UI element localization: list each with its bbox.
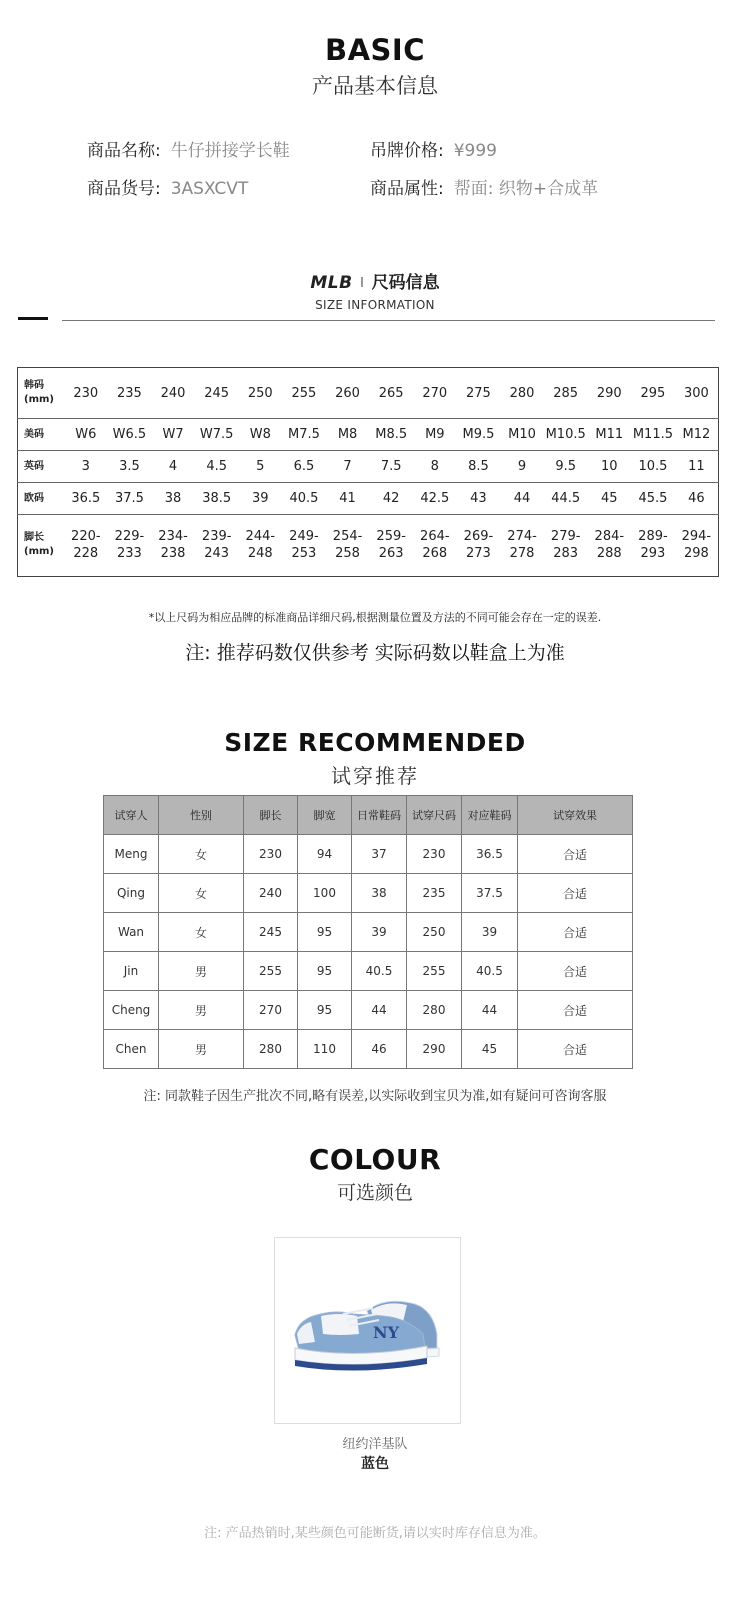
- recommend-cell: Jin: [104, 952, 159, 991]
- recommend-cell: 94: [298, 835, 352, 874]
- recommend-header-cell: 试穿尺码: [407, 796, 462, 835]
- colour-title: COLOUR: [308, 1143, 442, 1176]
- size-cell: 260: [335, 385, 360, 401]
- recommend-cell: 100: [298, 874, 352, 913]
- recommend-cell: 40.5: [462, 952, 518, 991]
- price-label: 吊牌价格:: [370, 141, 444, 161]
- recommend-table: [103, 795, 633, 1069]
- recommend-cell: 合适: [518, 1030, 633, 1069]
- sku-label: 商品货号:: [87, 179, 161, 199]
- size-cell: 254- 258: [332, 529, 363, 562]
- size-cell: 274- 278: [507, 529, 537, 562]
- recommend-header-cell: 脚宽: [298, 796, 352, 835]
- colour-subtitle: 可选颜色: [336, 1182, 413, 1204]
- size-cell: 270: [422, 385, 448, 401]
- size-cell: 229- 233: [114, 529, 145, 562]
- recommend-title: SIZE RECOMMENDED: [224, 728, 526, 757]
- size-cell: 235: [117, 385, 142, 401]
- recommend-row: [104, 1030, 633, 1069]
- recommend-cell: 女: [159, 835, 244, 874]
- size-cell: W6: [75, 427, 97, 443]
- size-cell: 9.5: [555, 459, 577, 475]
- recommend-cell: 235: [407, 874, 462, 913]
- size-cell: 259- 263: [376, 529, 406, 562]
- recommend-cell: 280: [244, 1030, 298, 1069]
- recommend-cell: 110: [298, 1030, 352, 1069]
- size-cell: 290: [596, 385, 622, 401]
- recommend-cell: 男: [159, 1030, 244, 1069]
- recommend-row: [104, 991, 633, 1030]
- recommend-cell: 230: [244, 835, 298, 874]
- size-cell: 5: [256, 459, 265, 475]
- recommend-row: [104, 874, 633, 913]
- recommend-cell: 255: [244, 952, 298, 991]
- recommend-cell: 合适: [518, 835, 633, 874]
- size-row: [18, 368, 719, 419]
- recommend-cell: 合适: [518, 913, 633, 952]
- size-cell: 4.5: [206, 459, 228, 475]
- size-cell: 284- 288: [594, 529, 625, 562]
- size-cell: 38.5: [202, 491, 232, 507]
- size-cell: 8: [430, 459, 439, 475]
- recommend-cell: 女: [159, 874, 244, 913]
- recommend-note: 注: 同款鞋子因生产批次不同,略有误差,以实际收到宝贝为准,如有疑问可咨询客服: [143, 1089, 607, 1104]
- size-cell: W8: [249, 427, 271, 443]
- size-row-label: 美码: [24, 428, 44, 440]
- size-info-subtitle: SIZE INFORMATION: [315, 298, 435, 312]
- recommend-cell: Qing: [104, 874, 159, 913]
- size-cell: 36.5: [71, 491, 101, 507]
- recommend-cell: 39: [352, 913, 407, 952]
- size-cell: 40.5: [289, 491, 319, 507]
- size-cell: 230: [73, 385, 99, 401]
- footer-note: 注: 产品热销时,某些颜色可能断货,请以实时库存信息为准。: [204, 1526, 546, 1541]
- size-tip: 注: 推荐码数仅供参考 实际码数以鞋盒上为准: [185, 642, 565, 664]
- size-cell: M11.5: [632, 427, 674, 443]
- recommend-cell: 合适: [518, 952, 633, 991]
- size-cell: 42: [382, 491, 400, 507]
- size-cell: 37.5: [114, 491, 144, 507]
- size-chart-table: [17, 367, 719, 577]
- size-cell: M7.5: [287, 427, 320, 443]
- size-cell: 11: [688, 459, 705, 475]
- recommend-cell: 270: [244, 991, 298, 1030]
- recommend-header-cell: 试穿人: [104, 796, 159, 835]
- recommend-subtitle: 试穿推荐: [331, 764, 419, 788]
- size-cell: 4: [168, 459, 178, 475]
- recommend-cell: 45: [462, 1030, 518, 1069]
- size-cell: 280: [509, 385, 535, 401]
- size-cell: M8: [337, 427, 358, 443]
- shoe-image-frame[interactable]: [274, 1237, 461, 1424]
- product-name-label: 商品名称:: [87, 141, 161, 161]
- size-cell: 45.5: [638, 491, 668, 507]
- size-cell: M12: [682, 427, 711, 443]
- recommend-header-cell: 脚长: [244, 796, 298, 835]
- recommend-cell: 36.5: [462, 835, 518, 874]
- mlb-logo: MLB: [310, 273, 353, 293]
- size-cell: 245: [204, 385, 230, 401]
- recommend-cell: 女: [159, 913, 244, 952]
- basic-subtitle: 产品基本信息: [312, 74, 438, 98]
- size-cell: 269- 273: [463, 529, 494, 562]
- size-cell: 10.5: [638, 459, 668, 475]
- size-cell: 6.5: [293, 459, 315, 475]
- size-cell: 3.5: [119, 459, 140, 475]
- ny-logo: NY: [373, 1323, 400, 1342]
- recommend-cell: Meng: [104, 835, 159, 874]
- size-row: [18, 514, 719, 576]
- recommend-header-cell: 对应鞋码: [462, 796, 518, 835]
- size-cell: 255: [291, 385, 317, 401]
- recommend-cell: 38: [352, 874, 407, 913]
- size-cell: W7: [162, 427, 184, 443]
- size-cell: 295: [640, 385, 666, 401]
- sku-value: 3ASXCVT: [170, 179, 249, 199]
- size-disclaimer: *以上尺码为相应品牌的标准商品详细尺码,根据测量位置及方法的不同可能会存在一定的误差.: [148, 611, 602, 624]
- size-cell: 44.5: [551, 491, 581, 507]
- separator-dot: [361, 277, 363, 287]
- recommend-cell: 95: [298, 913, 352, 952]
- size-row-label: 韩码 (mm): [24, 380, 54, 406]
- recommend-cell: 240: [244, 874, 298, 913]
- size-cell: 8.5: [468, 459, 489, 475]
- divider-accent: [18, 317, 48, 320]
- recommend-cell: 44: [462, 991, 518, 1030]
- size-info-heading: [0, 268, 750, 293]
- shoe-image: [275, 1238, 460, 1423]
- size-cell: M9.5: [462, 427, 495, 443]
- size-cell: 234- 238: [158, 529, 188, 562]
- size-cell: 38: [164, 491, 182, 507]
- size-cell: 7.5: [380, 459, 402, 475]
- recommend-cell: 255: [407, 952, 462, 991]
- product-name-row: [87, 136, 290, 161]
- recommend-cell: 44: [352, 991, 407, 1030]
- size-row-label: 欧码: [24, 492, 44, 504]
- size-cell: 285: [553, 385, 579, 401]
- size-cell: 3: [81, 459, 90, 475]
- basic-title: BASIC: [324, 33, 425, 67]
- size-row: [18, 419, 719, 451]
- size-cell: 42.5: [420, 491, 450, 507]
- attribute-row: [370, 174, 598, 199]
- size-info-title: 尺码信息: [371, 273, 440, 293]
- size-cell: 244- 248: [245, 529, 276, 562]
- size-row: [18, 451, 719, 483]
- size-cell: 294- 298: [681, 529, 712, 562]
- size-cell: 10: [601, 459, 618, 475]
- size-cell: 46: [688, 491, 705, 507]
- size-row-label: 英码: [24, 460, 44, 472]
- recommend-header-cell: 性别: [159, 796, 244, 835]
- size-cell: 240: [160, 385, 186, 401]
- size-cell: W7.5: [199, 427, 234, 443]
- recommend-header-cell: 日常鞋码: [352, 796, 407, 835]
- shoe-variant-name: 纽约洋基队: [342, 1437, 408, 1452]
- size-cell: 7: [343, 459, 352, 475]
- recommend-header-cell: 试穿效果: [518, 796, 633, 835]
- recommend-row: [104, 913, 633, 952]
- size-cell: 289- 293: [638, 529, 668, 562]
- size-cell: 275: [466, 385, 491, 401]
- size-cell: 39: [252, 491, 269, 507]
- size-cell: 44: [513, 491, 531, 507]
- size-cell: M11: [595, 427, 624, 443]
- size-cell: M10: [508, 427, 536, 443]
- size-cell: 265: [378, 385, 404, 401]
- size-cell: 239- 243: [201, 529, 232, 562]
- recommend-cell: 95: [298, 952, 352, 991]
- product-name-value: 牛仔拼接学长鞋: [170, 141, 290, 161]
- recommend-row: [104, 835, 633, 874]
- size-cell: 43: [470, 491, 487, 507]
- recommend-cell: 男: [159, 991, 244, 1030]
- size-cell: 249- 253: [289, 529, 319, 562]
- recommend-cell: 245: [244, 913, 298, 952]
- attribute-value: 帮面: 织物+合成革: [453, 179, 599, 199]
- size-cell: 45: [601, 491, 618, 507]
- attribute-label: 商品属性:: [370, 179, 444, 199]
- recommend-cell: 250: [407, 913, 462, 952]
- size-cell: M10.5: [545, 427, 586, 443]
- recommend-cell: 39: [462, 913, 518, 952]
- size-row-label: 脚长 (mm): [24, 532, 54, 558]
- recommend-row: [104, 952, 633, 991]
- price-row: [370, 136, 497, 161]
- recommend-cell: 男: [159, 952, 244, 991]
- price-value: ¥999: [453, 141, 497, 161]
- size-row: [18, 483, 719, 515]
- recommend-cell: 合适: [518, 874, 633, 913]
- size-cell: 41: [339, 491, 356, 507]
- recommend-cell: Wan: [104, 913, 159, 952]
- shoe-variant-color: 蓝色: [361, 1456, 389, 1472]
- size-cell: 9: [517, 459, 527, 475]
- recommend-cell: 46: [352, 1030, 407, 1069]
- recommend-cell: 37.5: [462, 874, 518, 913]
- divider-line: [62, 320, 715, 321]
- size-cell: 250: [247, 385, 273, 401]
- recommend-cell: 230: [407, 835, 462, 874]
- size-cell: 279- 283: [550, 529, 581, 562]
- size-cell: 220- 228: [71, 529, 101, 562]
- size-cell: 300: [683, 385, 709, 401]
- recommend-cell: 290: [407, 1030, 462, 1069]
- size-cell: W6.5: [112, 427, 147, 443]
- recommend-cell: 95: [298, 991, 352, 1030]
- size-cell: 264- 268: [420, 529, 450, 562]
- recommend-cell: 40.5: [352, 952, 407, 991]
- recommend-cell: 37: [352, 835, 407, 874]
- recommend-cell: Cheng: [104, 991, 159, 1030]
- sku-row: [87, 174, 248, 199]
- size-cell: M8.5: [375, 427, 408, 443]
- size-cell: M9: [425, 427, 445, 443]
- recommend-cell: Chen: [104, 1030, 159, 1069]
- recommend-cell: 280: [407, 991, 462, 1030]
- recommend-cell: 合适: [518, 991, 633, 1030]
